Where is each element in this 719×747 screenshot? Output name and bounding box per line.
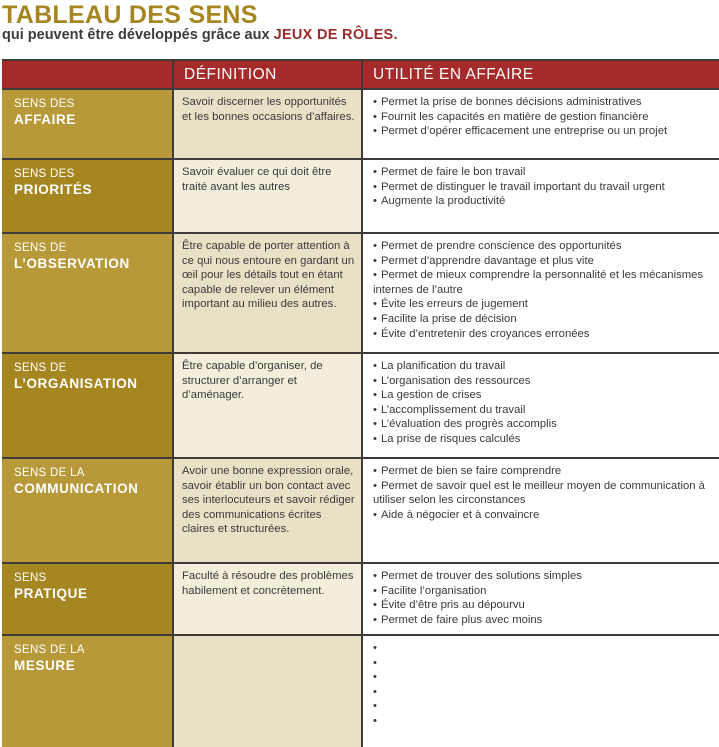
- definition-cell: Savoir discerner les opportunités et les bonnes occasions d’affaires.: [174, 90, 361, 158]
- sense-name-cell: [2, 636, 172, 747]
- utility-list: [373, 165, 715, 209]
- list-item: • Facilite la prise de décision: [373, 312, 715, 327]
- list-item: • Évite les erreurs de jugement: [373, 297, 715, 312]
- definition-cell: [174, 636, 361, 747]
- list-item: • La prise de risques calculés: [373, 432, 715, 447]
- list-item: [373, 699, 715, 714]
- sense-prefix: SENS DE: [14, 242, 67, 254]
- definition-cell: Avoir une bonne expression orale, savoir établir un bon contact avec ses interlocuteurs et savoir rédiger des communications écrites claires et structurées.: [174, 459, 361, 562]
- page-subtitle: [2, 27, 398, 43]
- list-item: • L’organisation des ressources: [373, 374, 715, 389]
- sense-prefix: SENS: [14, 572, 47, 584]
- utility-list: [373, 464, 715, 522]
- title-block: [2, 0, 398, 43]
- list-item: • Permet de trouver des solutions simples: [373, 569, 715, 584]
- utility-list: [373, 239, 715, 341]
- list-item: • Évite d’entretenir des croyances erronées: [373, 327, 715, 342]
- list-item: • La gestion de crises: [373, 388, 715, 403]
- sense-name: PRIORITÉS: [14, 182, 93, 197]
- sense-name-cell: [2, 459, 172, 562]
- list-item: • Permet la prise de bonnes décisions administratives: [373, 95, 715, 110]
- list-item: [373, 656, 715, 671]
- sense-name-cell: [2, 90, 172, 158]
- list-item: • Augmente la productivité: [373, 194, 715, 209]
- utility-cell: [363, 234, 719, 352]
- utility-cell: [363, 90, 719, 158]
- list-item: • Permet de mieux comprendre la personnalité et les mécanismes internes de l’autre: [373, 268, 715, 297]
- utility-list: [373, 95, 715, 139]
- list-item: [373, 641, 715, 656]
- utility-cell: [363, 564, 719, 634]
- sense-name: L’OBSERVATION: [14, 256, 130, 271]
- utility-cell: [363, 459, 719, 562]
- list-item: • Permet de bien se faire comprendre: [373, 464, 715, 479]
- senses-table: [2, 59, 719, 747]
- subtitle-text: qui peuvent être développés grâce aux: [2, 27, 270, 43]
- table-row: [2, 564, 719, 634]
- list-item: • Permet de prendre conscience des opportunités: [373, 239, 715, 254]
- table-row: [2, 234, 719, 352]
- table-row: [2, 160, 719, 232]
- utility-list: [373, 641, 715, 729]
- sense-prefix: SENS DES: [14, 168, 75, 180]
- sense-prefix: SENS DE: [14, 362, 67, 374]
- list-item: [373, 714, 715, 729]
- definition-cell: Faculté à résoudre des problèmes habilement et concrètement.: [174, 564, 361, 634]
- list-item: • Permet de distinguer le travail important du travail urgent: [373, 180, 715, 195]
- list-item: • Fournit les capacités en matière de gestion financière: [373, 110, 715, 125]
- list-item: • La planification du travail: [373, 359, 715, 374]
- header-definition: DÉFINITION: [174, 61, 361, 88]
- page-title: TABLEAU DES SENS: [2, 1, 258, 29]
- sense-name: COMMUNICATION: [14, 481, 139, 496]
- table-row: [2, 354, 719, 457]
- sense-prefix: SENS DES: [14, 98, 75, 110]
- sense-name-cell: [2, 354, 172, 457]
- utility-list: [373, 359, 715, 447]
- list-item: • L’évaluation des progrès accomplis: [373, 417, 715, 432]
- table-row: [2, 636, 719, 747]
- header-sense: [2, 61, 172, 88]
- list-item: [373, 685, 715, 700]
- definition-cell: Savoir évaluer ce qui doit être traité avant les autres: [174, 160, 361, 232]
- table-row: [2, 459, 719, 562]
- list-item: • L’accomplissement du travail: [373, 403, 715, 418]
- definition-cell: Être capable de porter attention à ce qui nous entoure en gardant un œil pour les détails tout en étant capable de relever un élément important au milieu des autres.: [174, 234, 361, 352]
- header-utility: UTILITÉ EN AFFAIRE: [363, 61, 719, 88]
- list-item: • Évite d’être pris au dépourvu: [373, 598, 715, 613]
- list-item: • Aide à négocier et à convaincre: [373, 508, 715, 523]
- list-item: • Permet d’opérer efficacement une entreprise ou un projet: [373, 124, 715, 139]
- sense-name: L’ORGANISATION: [14, 376, 138, 391]
- sense-prefix: SENS DE LA: [14, 467, 85, 479]
- list-item: • Permet de faire plus avec moins: [373, 613, 715, 628]
- table-row: [2, 90, 719, 158]
- sense-name-cell: [2, 160, 172, 232]
- list-item: • Permet d’apprendre davantage et plus vite: [373, 254, 715, 269]
- definition-cell: Être capable d’organiser, de structurer d’arranger et d’aménager.: [174, 354, 361, 457]
- sense-name: MESURE: [14, 658, 76, 673]
- list-item: • Permet de faire le bon travail: [373, 165, 715, 180]
- utility-cell: [363, 160, 719, 232]
- subtitle-highlight: JEUX DE RÔLES.: [273, 27, 398, 43]
- sense-name-cell: [2, 234, 172, 352]
- list-item: [373, 670, 715, 685]
- table-header: [2, 59, 719, 88]
- sense-prefix: SENS DE LA: [14, 644, 85, 656]
- utility-cell: [363, 354, 719, 457]
- sense-name: PRATIQUE: [14, 586, 88, 601]
- utility-list: [373, 569, 715, 627]
- list-item: • Permet de savoir quel est le meilleur moyen de communication à utiliser selon les circonstances: [373, 479, 715, 508]
- sense-name-cell: [2, 564, 172, 634]
- utility-cell: [363, 636, 719, 747]
- sense-name: AFFAIRE: [14, 112, 76, 127]
- list-item: • Facilite l’organisation: [373, 584, 715, 599]
